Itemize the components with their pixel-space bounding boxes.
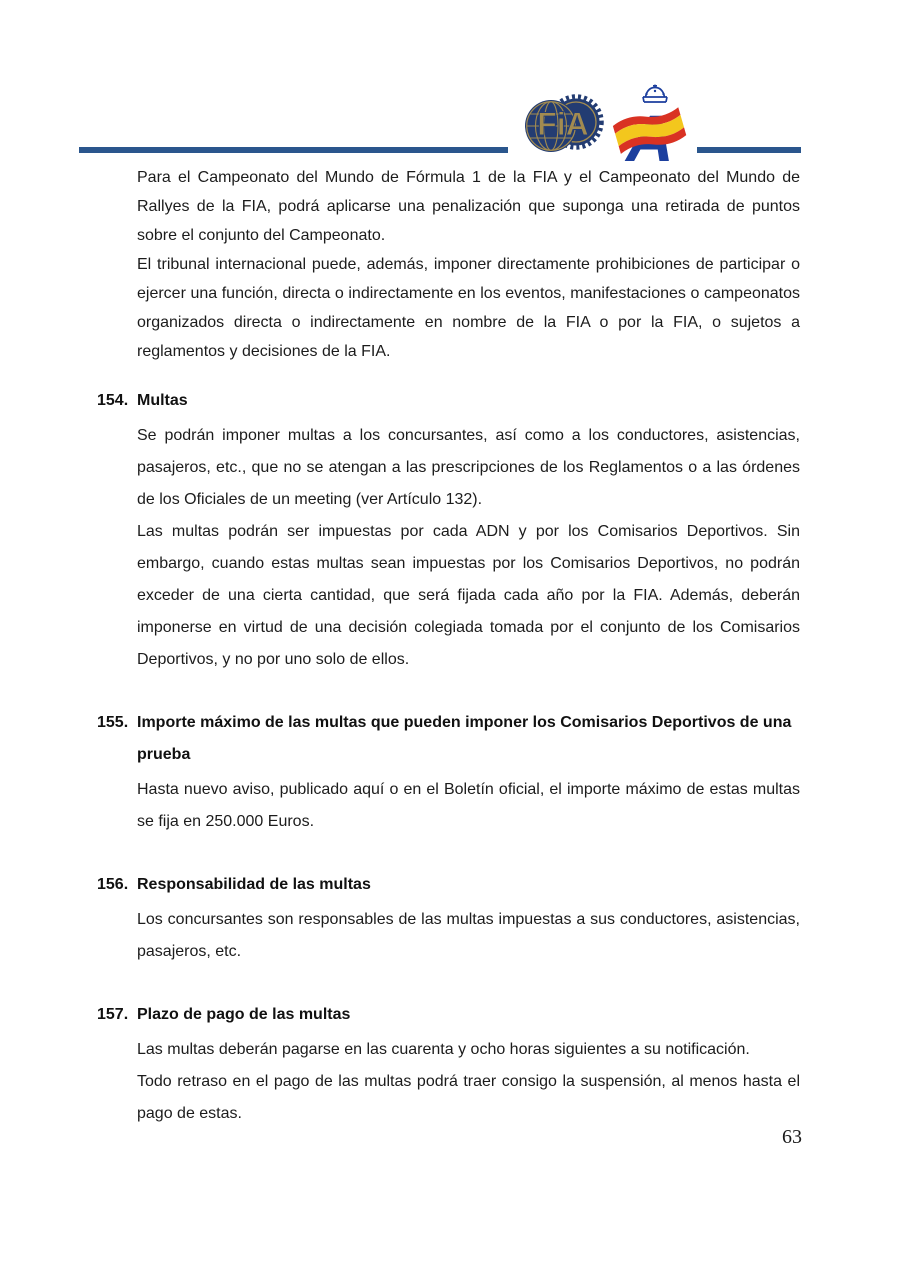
section-number: 154. [97,392,129,409]
section-number: 155. [97,714,129,731]
section-title: Plazo de pago de las multas [137,1006,351,1023]
section-paragraph: Las multas podrán ser impuestas por cada ADN y por los Comisarios Deportivos. Sin embargo, cuando estas multas sean impuestas por los Comisarios Deportivos, no podrán exceder de una cierta cantidad, que será fijada cada año por la FIA. Además, deberán imponerse en virtud de una decisión colegiada tomada por el conjunto de los Comisarios Deportivos, y no por uno solo de ellos. [137,523,800,668]
section-number: 156. [97,876,129,893]
section-title: Importe máximo de las multas que pueden imponer los Comisarios Deportivos de una prueba [137,714,792,763]
intro-paragraph: Para el Campeonato del Mundo de Fórmula 1 de la FIA y el Campeonato del Mundo de Rallyes de la FIA, podrá aplicarse una penalización que suponga una retirada de puntos sobre el conjunto del Campeonato. [137,169,800,244]
intro-block [97,163,800,366]
section-paragraph: Los concursantes son responsables de las multas impuestas a sus conductores, asistencias, pasajeros, etc. [137,911,800,960]
header-rule-right [697,147,801,153]
rfeda-logo-icon [609,82,697,166]
crown-icon [643,85,667,102]
section-156 [97,869,800,968]
section-heading [97,707,800,771]
header-rule-left [79,147,508,153]
section-heading [97,869,800,901]
section-paragraph: Hasta nuevo aviso, publicado aquí o en el Boletín oficial, el importe máximo de estas multas se fija en 250.000 Euros. [137,781,800,830]
section-154 [97,385,800,676]
section-paragraph: Las multas deberán pagarse en las cuarenta y ocho horas siguientes a su notificación. [137,1041,750,1058]
document-body [97,163,800,1130]
section-title: Multas [137,392,188,409]
section-number: 157. [97,1006,129,1023]
section-heading [97,999,800,1031]
fia-logo-icon [524,85,604,165]
fia-logo-text: FiA [537,106,589,142]
intro-paragraph: El tribunal internacional puede, además, imponer directamente prohibiciones de participar o ejercer una función, directa o indirectamente en los eventos, manifestaciones o campeonatos organizados directa o indirectamente en nombre de la FIA o por la FIA, o sujetos a reglamentos y decisiones de la FIA. [137,256,800,360]
section-paragraph: Todo retraso en el pago de las multas podrá traer consigo la suspensión, al menos hasta el pago de estas. [137,1073,800,1122]
page-number: 63 [782,1126,802,1148]
section-155 [97,707,800,838]
section-heading [97,385,800,417]
section-paragraph: Se podrán imponer multas a los concursantes, así como a los conductores, asistencias, pasajeros, etc., que no se atengan a las prescripciones de los Reglamentos o a las órdenes de los Oficiales de un meeting (ver Artículo 132). [137,427,800,508]
section-157 [97,999,800,1130]
section-title: Responsabilidad de las multas [137,876,371,893]
